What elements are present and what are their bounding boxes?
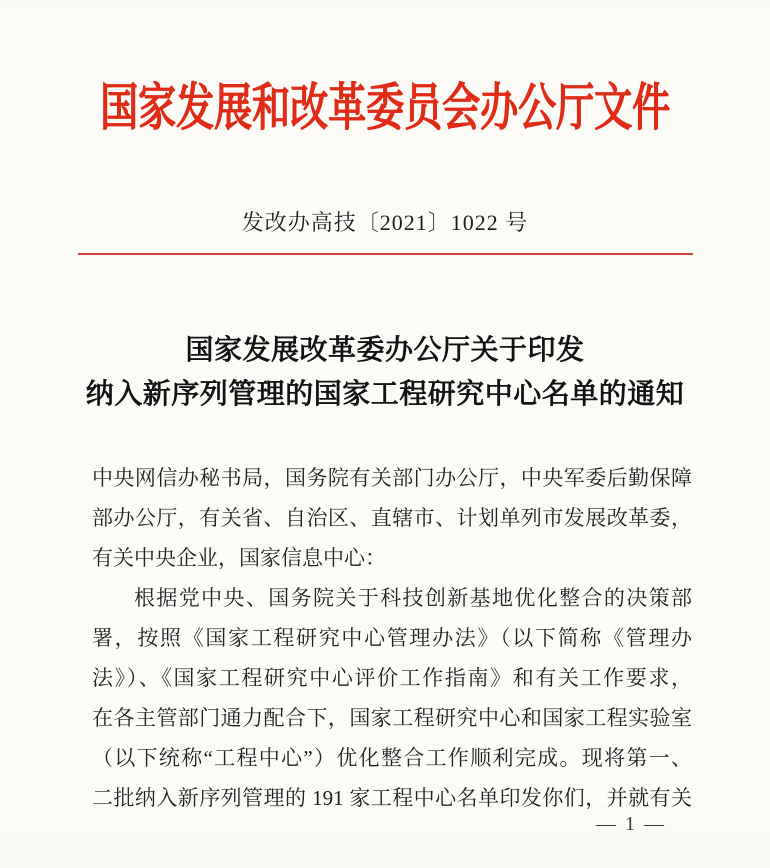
document-title-line-2: 纳入新序列管理的国家工程研究中心名单的通知 [85,379,685,410]
red-divider-line [78,253,693,255]
document-reference-number: 发改办高技〔2021〕1022 号 [241,210,529,235]
red-letterhead-title: 国家发展和改革委员会办公厅文件 [100,81,670,137]
body-line-paragraph-2: 署，按照《国家工程研究中心管理办法》（以下简称《管理办 [92,626,692,650]
body-line-recipients-2: 部办公厅，有关省、自治区、直辖市、计划单列市发展改革委， [92,506,692,530]
page-number: — 1 — [596,813,666,835]
document-body [92,458,692,818]
body-line-paragraph-6: 二批纳入新序列管理的 191 家工程中心名单印发你们，并就有关 [92,786,692,810]
document-title [0,329,770,417]
body-line-paragraph-3: 法》）、《国家工程研究中心评价工作指南》和有关工作要求， [92,666,692,690]
body-line-paragraph-1: 根据党中央、国务院关于科技创新基地优化整合的决策部 [134,586,692,610]
body-line-paragraph-5: （以下统称“工程中心”）优化整合工作顺利完成。现将第一、 [92,746,692,770]
body-line-recipients-3: 有关中央企业，国家信息中心： [92,546,386,570]
body-line-paragraph-4: 在各主管部门通力配合下，国家工程研究中心和国家工程实验室 [92,706,692,730]
document-title-line-1: 国家发展改革委办公厅关于印发 [185,335,585,366]
body-line-recipients-1: 中央网信办秘书局，国务院有关部门办公厅，中央军委后勤保障 [92,466,692,490]
